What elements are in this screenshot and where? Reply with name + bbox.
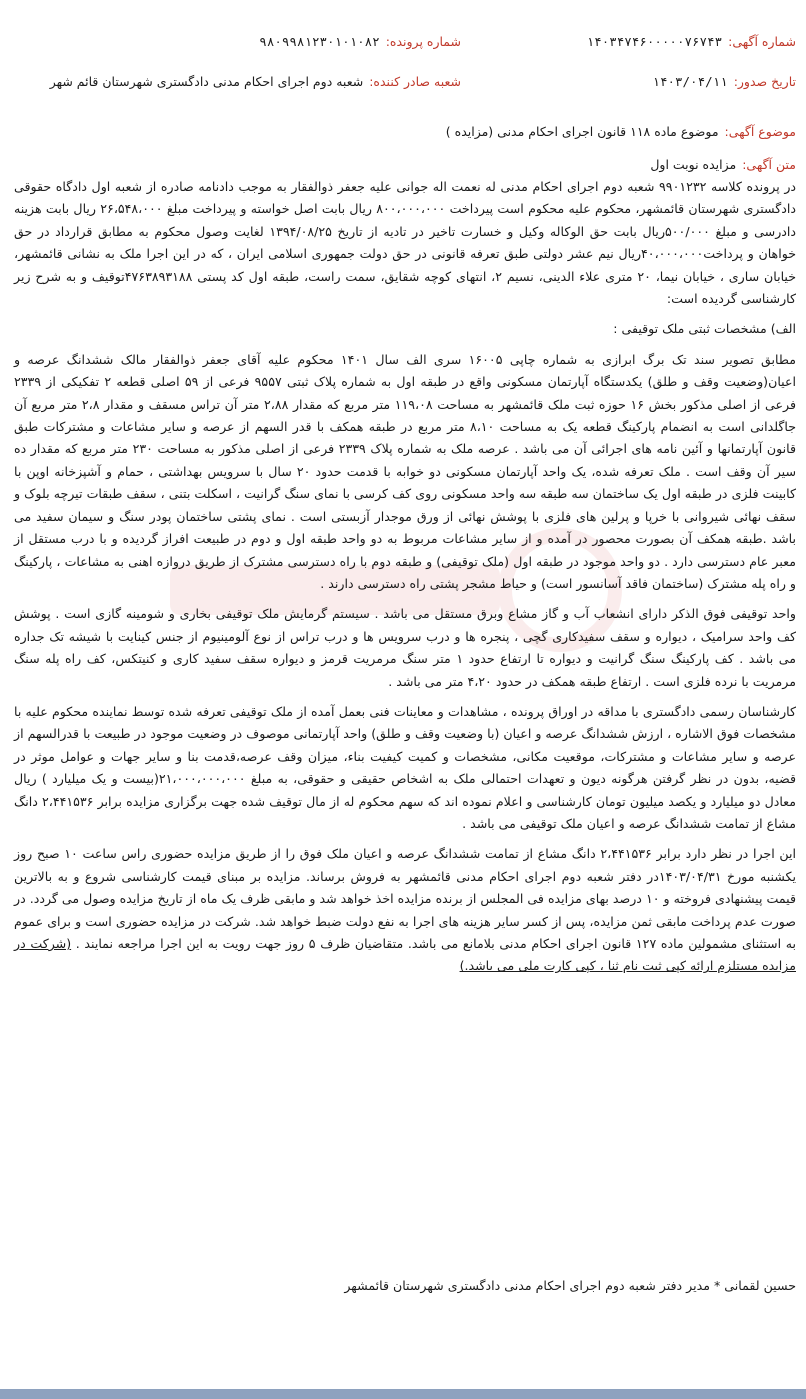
case-number bbox=[259, 34, 461, 49]
issuer-label: شعبه صادر کننده: bbox=[369, 74, 461, 89]
notice-number-label: شماره آگهی: bbox=[728, 34, 796, 49]
signature-line: حسین لقمانی * مدیر دفتر شعبه دوم اجرای احکام مدنی دادگستری شهرستان قائمشهر bbox=[344, 1278, 796, 1293]
auction-paragraph bbox=[14, 843, 796, 977]
notice-body bbox=[14, 176, 796, 986]
notice-number-value: ۱۴۰۳۴۷۴۶۰۰۰۰۰۷۶۷۴۳ bbox=[586, 34, 723, 49]
notice-number bbox=[587, 34, 796, 49]
property-description-paragraph: مطابق تصویر سند تک برگ ابرازی به شماره چاپی ۱۶۰۰۵ سری الف سال ۱۴۰۱ محکوم علیه آقای جعفر ذوالفقار مالک ششدانگ عرصه و اعیان(وضعیت وقف و طلق) یکدستگاه آپارتمان مسکونی واقع در طبقه اول به شماره پلاک ثبتی ۹۵۵۷ فرعی از ۵۹ اصلی قطعه ۲ تفکیکی از ۲۳۳۹ فرعی از اصلی مذکور بخش ۱۶ حوزه ثبت ملک قائمشهر به مساحت ۱۱۹،۰۸ متر مربع که مقدار ۲،۸۸ متر آن تراس مسقف و مقدار ۲،۸ متر مربع آن جاگلدانی است به انضمام پارکینگ قطعه یک به مساحت ۸،۱۰ متر مربع در طبقه همکف با قدر السهم از عرصه و سایر مشاعات و مشترکات طبق قانون آپارتمانها و آئین نامه های اجرائی آن می باشد . عرصه ملک به شماره پلاک ۲۳۳۹ فرعی از اصلی مذکور به مساحت ۲۳۰ متر مربع که مقدار ده سیر آن وقف است . ملک تعرفه شده، یک واحد آپارتمان مسکونی دو خوابه با قدمت حدود ۲۰ سال با سرویس بهداشتی ، حمام و آشپزخانه اوپن با کابینت فلزی در طبقه اول یک ساختمان سه طبقه سه واحد مسکونی روی کف کرسی با نمای سنگ گرانیت ، اسکلت بتنی ، سقف طبقات تیرچه بلوک و سقف نهائی شیروانی با خرپا و پرلین های فلزی با پوشش نهائی از ورق موجدار آزبستی است . نمای پشتی ساختمان پودر سنگ و سیمان سفید می باشد .طبقه همکف آن بصورت محصور در آمده و از سایر مشاعات مربوط به دو واحد طبقه اول و دوم در طبیعت افراز گردیده و با درب مستقل از معبر عام دسترسی دارد . دو واحد موجود در طبقه اول (ملک توقیفی) و طبقه دوم با راه دسترسی مشترک از طریق دروازه اهنی به مشاعات ، پارکینگ و راه پله مشترک (ساختمان فاقد آسانسور است) و حیاط مشجر پشتی راه دسترسی دارند . bbox=[14, 351, 796, 591]
subject bbox=[446, 124, 796, 139]
section-a-heading: الف) مشخصات ثبتی ملک توقیفی : bbox=[613, 321, 796, 337]
auction-text: این اجرا در نظر دارد برابر ۲،۴۴۱۵۳۶ دانگ مشاع از تمامت ششدانگ عرصه و اعیان ملک فوق را از طریق مزایده حضوری راس ساعت ۱۰ صبح روز یکشنبه مورخ ۱۴۰۳/۰۴/۳۱در دفتر شعبه دوم اجرای احکام مدنی قائمشهر به فروش برساند. مزایده بر مبنای قیمت کارشناسی شروع و به بالاترین قیمت پیشنهادی فروخته و ۱۰ درصد بهای مزایده فی المجلس از برنده مزایده اخذ خواهد شد و مابقی ظرف یک ماه از تاریخ مزایده وصول می گردد. در صورت عدم پرداخت مابقی ثمن مزایده، پس از کسر سایر هزینه های اجرا به نفع دولت ضبط خواهد شد. شرکت در مزایده حضوری است و برای عموم به استثنای مشمولین ماده ۱۲۷ قانون اجرای احکام مدنی بلامانع می باشد. متقاضیان ظرف ۵ روز جهت رویت به این اجرا مراجعه نمایند . bbox=[14, 846, 796, 951]
issue-date-value: ۱۴۰۳/۰۴/۱۱ bbox=[652, 74, 728, 89]
issuer bbox=[50, 74, 461, 89]
subject-value: موضوع ماده ۱۱۸ قانون اجرای احکام مدنی (مزایده ) bbox=[445, 124, 719, 139]
case-number-label: شماره پرونده: bbox=[385, 34, 461, 49]
issue-date-label: تاریخ صدور: bbox=[733, 74, 796, 89]
case-number-value: ۹۸۰۹۹۸۱۲۳۰۱۰۱۰۸۲ bbox=[259, 34, 380, 49]
participation-requirement: (شرکت در مزایده مستلزم ارائه کپی ثبت نام ثنا ، کپی کارت ملی می باشد.) bbox=[14, 936, 796, 974]
text-label: متن آگهی: bbox=[742, 157, 796, 172]
text-title: مزایده نوبت اول bbox=[650, 157, 737, 172]
utilities-paragraph: واحد توقیفی فوق الذکر دارای انشعاب آب و گاز مشاع وبرق مستقل می باشد . سیستم گرمایش ملک توقیفی بخاری و شومینه گازی است . پوشش کف واحد سرامیک ، دیواره و سقف سفیدکاری گچی ، پنجره ها و درب سرویس ها و درب تراس از نوع آلومینیوم از جنس کینایت با شیشه تک جداره می باشد . کف پارکینگ سنگ گرانیت و دیواره تا ارتفاع حدود ۱ متر سنگ مرمریت قرمز و دیواره سقف سفید کاری و کنیتکس، کف راه پله سنگ مرمریت با نرده فلزی است . ارتفاع طبقه همکف در حدود ۴،۲۰ متر می باشد . bbox=[14, 606, 797, 689]
bottom-bar bbox=[0, 1389, 806, 1399]
appraisal-paragraph: کارشناسان رسمی دادگستری با مداقه در اوراق پرونده ، مشاهدات و معاینات فنی بعمل آمده از ملک توقیفی تعرفه شده توسط نماینده محکوم علیه با مشخصات فوق الاشاره ، ارزش ششدانگ عرصه و اعیان (با وضعیت وقف و طلق) واحد آپارتمانی موصوف در وضعیت موجود در طبیعت با قدرالسهم از عرصه و سایر مشاعات و مشترکات، موقعیت مکانی، مشخصات و کمیت کیفیت بناء، میزان وقف عرصه،قدمت بنا و سایر جهات و عوامل موثر در قضیه، بدون در نظر گرفتن هرگونه دیون و تعهدات احتمالی ملک به اشخاص حقیقی و حقوقی، به مبلغ ۲۱،۰۰۰،۰۰۰،۰۰۰(بیست و یک میلیارد ) ریال معادل دو میلیارد و یکصد میلیون تومان کارشناسی و اعلام نموده اند که سهم محکوم له از مال توقیف شده جهت برگزاری مزایده برابر ۲،۴۴۱۵۳۶ دانگ مشاع از تمامت ششدانگ عرصه و اعیان ملک توقیفی می باشد . bbox=[14, 703, 797, 831]
intro-paragraph: در پرونده کلاسه ۹۹۰۱۲۳۲ شعبه دوم اجرای احکام مدنی له نعمت اله جوانی علیه جعفر ذوالفقار به موجب دادنامه صادره از شعبه اول دادگاه حقوقی دادگستری شهرستان قائمشهر، محکوم علیه محکوم است پیرداخت ۸۰۰،۰۰۰،۰۰۰ ریال بابت اصل خواسته و پیرداخت مبلغ ۲۶،۵۴۸،۰۰۰ ریال بابت هزینه دادرسی و مبلغ ۵۰۰/۰۰۰ریال بابت حق الوکاله وکیل و خسارت تاخیر در تادیه از تاریخ ۱۳۹۴/۰۸/۲۵ لغایت وصول محکوم به مطابق قرارداد در حق خواهان و پرداخت۴۰،۰۰۰،۰۰۰ریال نیم عشر دولتی طبق تعرفه قانونی در حق دولت جمهوری اسلامی ایران ، که در این اجرا ملک به نشانی قائمشهر، خیابان ساری ، خیابان نیما، ۲۰ متری علاء الدینی، نسیم ۲، انتهای کوچه شقایق، سمت راست، طبقه اول کد پستی ۴۷۶۳۸۹۳۱۸۸توقیف و به شرح زیر کارشناسی گردیده است: bbox=[14, 179, 797, 307]
notice-text-heading bbox=[650, 157, 796, 172]
issuer-value: شعبه دوم اجرای احکام مدنی دادگستری شهرستان قائم شهر bbox=[49, 74, 364, 89]
issue-date bbox=[652, 74, 796, 89]
subject-label: موضوع آگهی: bbox=[724, 124, 796, 139]
